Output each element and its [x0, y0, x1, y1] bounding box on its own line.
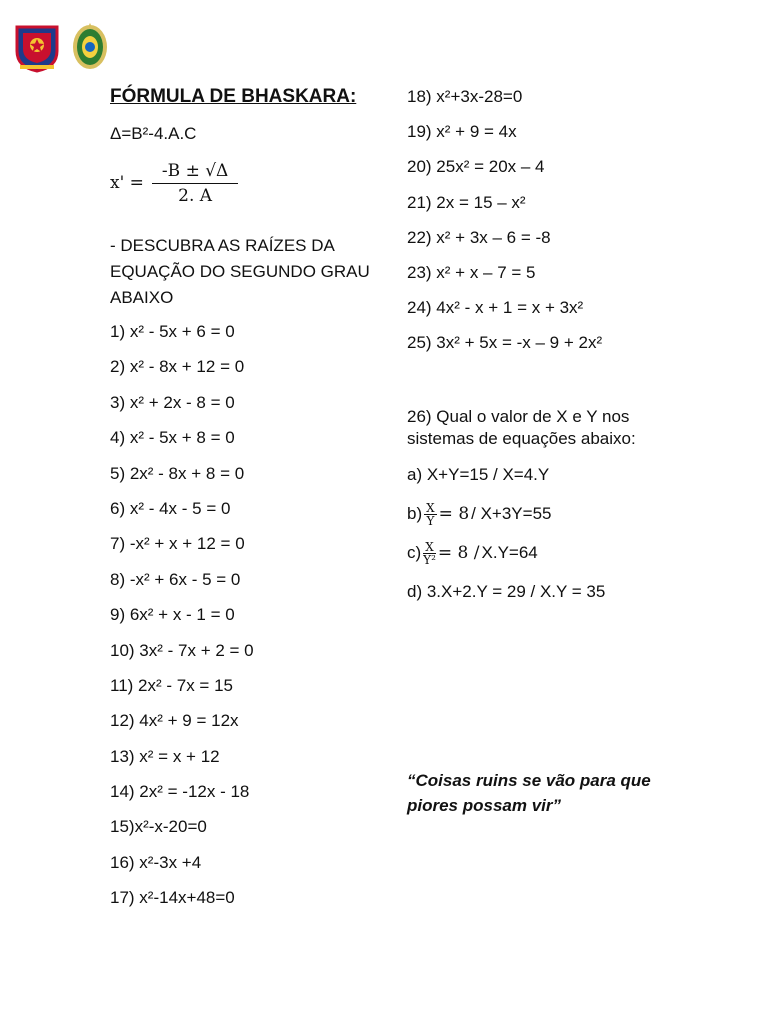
systems-question: 26) Qual o valor de X e Y nos sistemas de equações abaixo:: [407, 406, 636, 448]
system-b: [407, 495, 747, 534]
system-d: [407, 573, 747, 612]
system-b-equals: = 8: [438, 504, 470, 524]
equation-list-right: [407, 86, 747, 368]
equation-item: 2) x² - 8x + 12 = 0: [110, 357, 245, 377]
equation-item: 1) x² - 5x + 6 = 0: [110, 322, 235, 341]
delta-formula: Δ=B²-4.A.C: [110, 124, 197, 143]
header-logos: [14, 20, 110, 74]
system-c-numerator: X: [425, 539, 434, 554]
equation-item: 9) 6x² + x - 1 = 0: [110, 605, 235, 625]
system-d-text: d) 3.X+2.Y = 29 / X.Y = 35: [407, 582, 606, 601]
equation-item: 15)x²-x-20=0: [110, 817, 207, 837]
right-column: [407, 86, 747, 815]
equation-item: 17) x²-14x+48=0: [110, 888, 235, 908]
system-c-label: c): [407, 543, 422, 562]
left-column: [110, 86, 380, 923]
equation-item: 16) x²-3x +4: [110, 852, 202, 872]
bhaskara-formula: [110, 155, 380, 211]
system-b-label: b): [407, 504, 423, 523]
equation-item: 10) 3x² - 7x + 2 = 0: [110, 640, 254, 660]
equation-item: 12) 4x² + 9 = 12x: [110, 711, 239, 731]
equation-item: 19) x² + 9 = 4x: [407, 122, 517, 142]
system-c-equals: = 8 /: [437, 543, 480, 563]
equation-item: 22) x² + 3x – 6 = -8: [407, 227, 551, 247]
equation-item: 11) 2x² - 7x = 15: [110, 675, 233, 695]
formula-lhs: x' =: [110, 173, 144, 193]
system-b-second-eq: / X+3Y=55: [471, 504, 552, 523]
equation-item: 18) x²+3x-28=0: [407, 87, 523, 106]
equation-item: 4) x² - 5x + 8 = 0: [110, 428, 235, 448]
equation-item: 21) 2x = 15 – x²: [407, 192, 526, 212]
system-a-text: a) X+Y=15 / X=4.Y: [407, 465, 550, 484]
system-c-denominator: Y²: [423, 552, 436, 567]
formula-denominator: 2. A: [178, 185, 213, 206]
system-c: [407, 534, 747, 573]
equation-item: 8) -x² + 6x - 5 = 0: [110, 569, 241, 589]
equation-list-left: [110, 321, 380, 923]
equation-item: 20) 25x² = 20x – 4: [407, 157, 545, 177]
systems-list: [407, 456, 747, 612]
equation-item: 5) 2x² - 8x + 8 = 0: [110, 463, 245, 483]
formula-numerator: -B ± √Δ: [152, 161, 238, 184]
system-a: [407, 456, 747, 495]
army-emblem-logo: [70, 20, 110, 74]
formula-fraction: [152, 161, 238, 206]
equation-item: 24) 4x² - x + 1 = x + 3x²: [407, 298, 584, 318]
closing-quote: “Coisas ruins se vão para que piores possam vir”: [407, 771, 651, 815]
equation-item: 3) x² + 2x - 8 = 0: [110, 392, 235, 412]
police-badge-logo: [14, 21, 60, 73]
equation-item: 23) x² + x – 7 = 5: [407, 262, 536, 282]
instructions-text: - DESCUBRA AS RAÍZES DA EQUAÇÃO DO SEGUNDO GRAU ABAIXO: [110, 236, 370, 307]
system-c-second-eq: X.Y=64: [481, 543, 538, 562]
equation-item: 7) -x² + x + 12 = 0: [110, 534, 245, 554]
system-b-numerator: X: [426, 500, 435, 515]
equation-item: 25) 3x² + 5x = -x – 9 + 2x²: [407, 333, 603, 353]
equation-item: 14) 2x² = -12x - 18: [110, 782, 250, 802]
system-c-fraction: [423, 541, 436, 566]
equation-item: 13) x² = x + 12: [110, 746, 220, 766]
page-title: FÓRMULA DE BHASKARA:: [110, 86, 357, 107]
system-b-fraction: [424, 502, 437, 527]
equation-item: 6) x² - 4x - 5 = 0: [110, 498, 231, 518]
system-b-denominator: Y: [426, 513, 435, 528]
